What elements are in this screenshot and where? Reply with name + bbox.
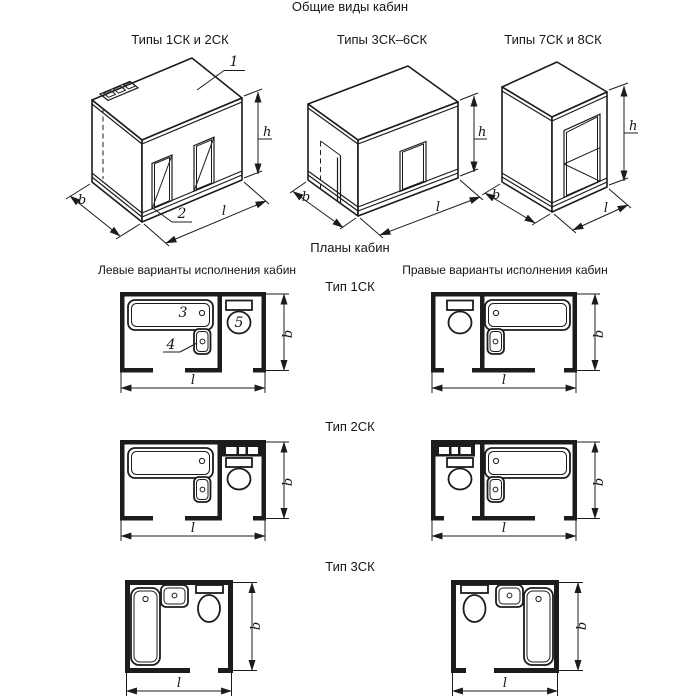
toilet-symbol bbox=[196, 585, 223, 622]
dim-label-l: l bbox=[190, 373, 196, 388]
dim-label-b: b bbox=[575, 621, 590, 631]
dim-depth bbox=[233, 583, 264, 671]
dim-label-l: l bbox=[221, 204, 227, 219]
bathtub-symbol bbox=[485, 300, 570, 330]
dim-label-b: b bbox=[301, 190, 311, 205]
plan-type-label-2sk: Тип 2СК bbox=[325, 419, 375, 434]
dim-label-h: h bbox=[629, 119, 638, 134]
plan-type-label-1sk: Тип 1СК bbox=[325, 279, 375, 294]
bathtub-symbol bbox=[131, 588, 160, 665]
dim-label-b: b bbox=[249, 621, 264, 631]
cabin-box bbox=[92, 58, 242, 222]
left-variants-header: Левые варианты исполнения кабин bbox=[97, 263, 297, 277]
bathtub-symbol bbox=[485, 448, 570, 478]
dim-label-b: b bbox=[281, 477, 296, 487]
dim-length bbox=[453, 673, 558, 696]
dim-label-b: b bbox=[491, 188, 501, 203]
plan-1sk-left bbox=[112, 288, 307, 395]
dim-height bbox=[244, 89, 272, 178]
right-variants-header: Правые варианты исполнения кабин bbox=[402, 263, 608, 277]
partition-wall bbox=[218, 297, 223, 373]
svg-text:4: 4 bbox=[166, 337, 176, 353]
callout-bathtub: 3 bbox=[178, 305, 188, 321]
bathtub-symbol bbox=[524, 588, 553, 665]
vent-block-symbol bbox=[436, 445, 476, 457]
toilet-symbol bbox=[461, 585, 488, 622]
plan-1sk-right bbox=[423, 288, 618, 395]
dim-length bbox=[432, 521, 576, 542]
dim-depth bbox=[266, 442, 296, 519]
dim-length bbox=[121, 521, 265, 542]
dim-label-h: h bbox=[478, 125, 487, 140]
dim-depth bbox=[266, 294, 296, 371]
svg-text:1: 1 bbox=[229, 54, 239, 70]
plan-3sk-left bbox=[112, 572, 280, 700]
main-title: Общие виды кабин bbox=[291, 0, 409, 14]
iso-label-1: Типы 1СК и 2СК bbox=[131, 32, 229, 47]
dim-depth bbox=[577, 442, 607, 519]
dim-label-b: b bbox=[592, 329, 607, 339]
toilet-symbol bbox=[447, 301, 473, 334]
plan-3sk-right bbox=[438, 572, 606, 700]
dim-label-b: b bbox=[281, 329, 296, 339]
dim-depth bbox=[559, 583, 590, 671]
partition-wall bbox=[480, 297, 485, 373]
dim-label-l: l bbox=[176, 676, 182, 691]
iso-label-2: Типы 3СК–6СК bbox=[336, 32, 428, 47]
partition-wall bbox=[218, 445, 223, 521]
dim-label-b: b bbox=[592, 477, 607, 487]
dim-label-b: b bbox=[77, 193, 87, 208]
iso-view-types-7sk-8sk bbox=[478, 52, 653, 247]
washbasin-symbol bbox=[488, 329, 505, 354]
iso-label-3: Типы 7СК и 8СК bbox=[504, 32, 602, 47]
partition-wall bbox=[480, 445, 485, 521]
washbasin-symbol bbox=[496, 585, 523, 607]
cabin-box bbox=[308, 66, 458, 216]
dim-length bbox=[432, 373, 576, 394]
dim-label-h: h bbox=[263, 125, 272, 140]
iso-view-types-3sk-6sk bbox=[288, 52, 488, 242]
dim-label-l: l bbox=[502, 676, 508, 691]
dim-label-l: l bbox=[501, 373, 507, 388]
toilet-symbol bbox=[226, 458, 252, 490]
toilet-symbol bbox=[447, 458, 473, 490]
bathtub-symbol bbox=[128, 448, 213, 478]
plan-type-label-3sk: Тип 3СК bbox=[325, 559, 375, 574]
callout-toilet: 5 bbox=[234, 315, 244, 331]
dim-depth bbox=[577, 294, 607, 371]
plans-title: Планы кабин bbox=[310, 240, 390, 255]
plan-2sk-left bbox=[112, 436, 307, 543]
plan-2sk-right bbox=[423, 436, 618, 543]
vent-block-symbol bbox=[222, 445, 262, 457]
svg-text:2: 2 bbox=[177, 206, 187, 222]
callout-washbasin bbox=[163, 337, 197, 353]
iso-view-types-1sk-2sk bbox=[62, 52, 287, 247]
dim-label-l: l bbox=[603, 201, 609, 216]
washbasin-symbol bbox=[161, 585, 188, 607]
washbasin-symbol bbox=[194, 329, 211, 354]
dim-label-l: l bbox=[435, 200, 441, 215]
dim-label-l: l bbox=[190, 521, 196, 536]
dim-label-l: l bbox=[501, 521, 507, 536]
dim-height bbox=[609, 83, 638, 185]
bathtub-symbol bbox=[128, 300, 213, 330]
dim-length bbox=[121, 373, 265, 394]
washbasin-symbol bbox=[488, 477, 505, 502]
washbasin-symbol bbox=[194, 477, 211, 502]
dim-length bbox=[127, 673, 232, 696]
